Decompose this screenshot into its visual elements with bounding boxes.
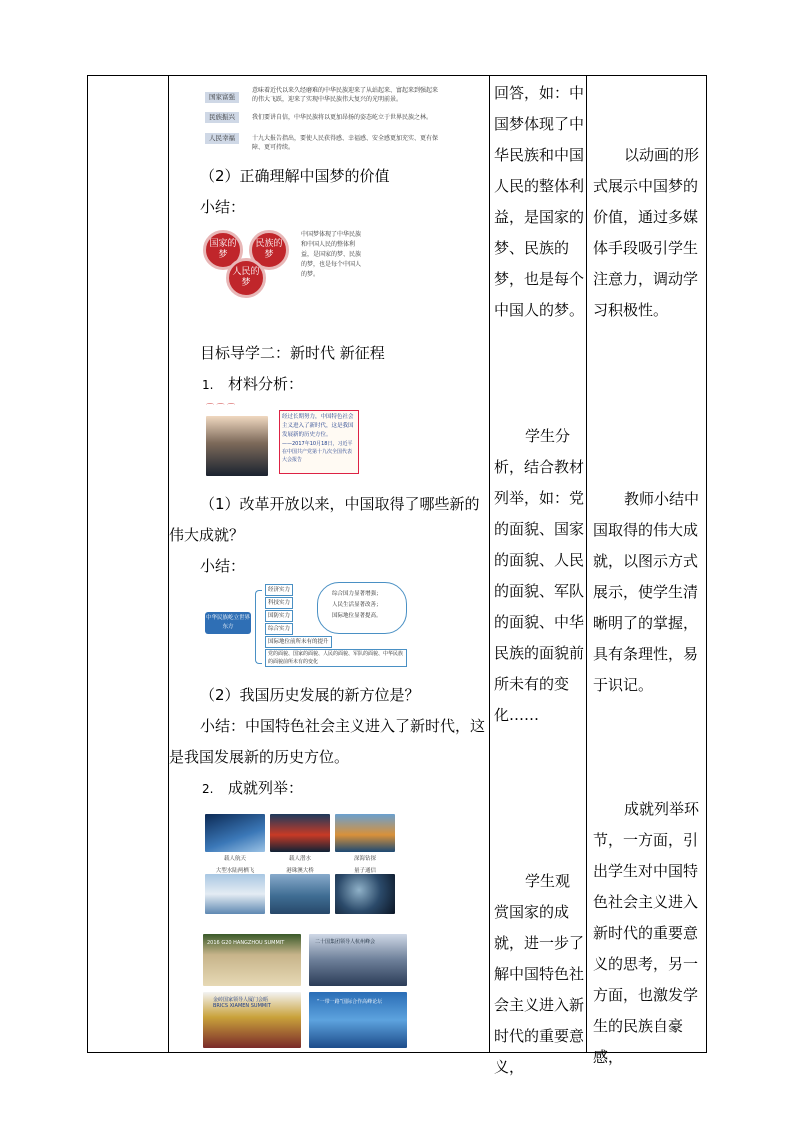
diagram-cloud: [317, 582, 407, 634]
summit-label: BRICS XIAMEN SUMMIT: [213, 1003, 271, 1009]
student-answer-bottom: 学生观赏国家的成就，进一步了解中国特色社会主义进入新时代的重要意义，: [494, 872, 585, 1076]
summit-label: 二十国集团领导人杭州峰会: [315, 939, 376, 945]
photo-submersible: [270, 814, 330, 852]
photo-caption: 载人潜水: [288, 856, 311, 862]
lesson-table: [87, 75, 707, 1076]
summit-label: “一带一路”国际合作高峰论坛: [317, 999, 383, 1005]
dream-circles-figure: [203, 226, 363, 298]
diagram-branch: 国防实力: [265, 610, 293, 622]
tag-minzu: 民族振兴: [205, 112, 239, 123]
tag-renmin: 人民幸福: [205, 133, 239, 144]
design-column: [587, 76, 707, 1066]
student-answer-mid: 学生分析，结合教材列举，如：党的面貌、国家的面貌、人民的面貌、军队的面貌、中华民族的面貌前所未有的变化……: [494, 427, 585, 724]
circle-nation: 民族的梦: [249, 230, 289, 270]
item-number: 1.: [202, 378, 214, 392]
summary-label: 小结：: [200, 557, 246, 575]
design-note-mid: 教师小结中国取得的伟大成就，以图示方式展示，使学生清晰明了的掌握，具有条理性，易于识记。: [593, 490, 700, 694]
summit-label: 2016 G20 HANGZHOU SUMMIT: [207, 940, 285, 946]
photo-drilling: [335, 814, 395, 852]
cloud-line: 综合国力显著增强；: [332, 591, 382, 597]
item-number: 2.: [202, 782, 214, 796]
photo-space: [205, 814, 265, 852]
question-2: （2）我国历史发展的新方位是？: [200, 686, 420, 704]
student-answer-top: 回答，如：中国梦体现了中华民族和中国人民的整体利益，是国家的梦、民族的梦，也是每个中国人的梦。: [494, 84, 585, 319]
cloud-line: 国际地位显著提高。: [332, 613, 382, 619]
photo-bridge: [270, 874, 330, 914]
photo-g20-group: [309, 934, 407, 986]
question-1: （1）改革开放以来，中国取得了哪些新的伟大成就？: [169, 495, 480, 544]
summit-label: 金砖国家领导人厦门会晤: [213, 997, 269, 1003]
diagram-root: 中华民族屹立世界东方: [205, 612, 251, 634]
quote-text: 经过长期努力，中国特色社会主义进入了新时代，这是我国发展新的历史方位。: [282, 414, 354, 438]
item-label: 成就列举：: [228, 779, 304, 797]
photo-caption: 港珠澳大桥: [286, 868, 314, 874]
photo-brics: [203, 992, 301, 1048]
circle-country: 国家的梦: [203, 230, 243, 270]
photo-seaplane: [205, 874, 265, 914]
section-title: （2）正确理解中国梦的价值: [200, 167, 390, 185]
item-heading: [202, 773, 487, 805]
diagram-branch: 党的面貌、国家的面貌、人民的面貌、军队的面貌、中华民族的面貌前所未有的变化: [265, 649, 407, 667]
design-note-top: 以动画的形式展示中国梦的价值，通过多媒体手段吸引学生注意力，调动学习积极性。: [593, 146, 700, 319]
aspect-text: 十九大报告指出，要使人民获得感、幸福感、安全感更加充实、更有保障、更可持续。: [252, 135, 439, 151]
item-heading: [202, 369, 487, 401]
student-column: [490, 76, 586, 1076]
achievement-photos: [205, 814, 395, 924]
quote-source: ——2017年10月18日，习近平在中国共产党第十九次全国代表大会报告: [282, 441, 353, 463]
design-note-bottom: 成就列举环节，一方面，引出学生对中国特色社会主义进入新时代的重要意义的思考，另一方面，也激发学生的民族自豪感，: [593, 800, 700, 1066]
item-label: 材料分析：: [228, 375, 304, 393]
summary-label: 小结：: [200, 198, 246, 216]
diagram-branch: 综合实力: [265, 623, 293, 635]
diagram-branch: 国际地位前所未有的提升: [265, 636, 332, 648]
photo-quantum: [335, 874, 395, 914]
photo-belt-road: [309, 992, 407, 1048]
photo-caption: 载人航天: [223, 856, 246, 862]
diagram-branch: 科技实力: [265, 597, 293, 609]
diagram-branch: 经济实力: [265, 584, 293, 596]
dream-explanation: 中国梦体现了中华民族和中国人民的整体利益，是国家的梦、民族的梦，也是每个中国人的梦。: [301, 231, 362, 278]
circle-people: 人民的梦: [226, 258, 266, 298]
diagram-bracket: [255, 590, 262, 664]
speech-photo: [206, 416, 268, 476]
aspect-text: 我们要讲自信，中华民族将以更加昂扬的姿态屹立于世界民族之林。: [252, 114, 433, 121]
quote-box: [279, 410, 359, 474]
photo-caption: 大型水陆两栖飞: [215, 868, 255, 874]
tag-guojia: 国家富强: [205, 92, 239, 103]
speech-figure: [206, 402, 361, 479]
summary-3: 小结：中国特色社会主义进入了新时代，这是我国发展新的历史方位。: [169, 717, 486, 766]
content-column: [169, 76, 489, 1052]
achievement-diagram: [205, 584, 405, 672]
aspect-text: 意味着近代以来久经磨难的中华民族迎来了从站起来、富起来到强起来的伟大飞跃，迎来了实现中华民族伟大复兴的光明前景。: [252, 87, 439, 103]
photo-caption: 深海钻探: [353, 856, 376, 862]
photo-g20: [203, 934, 301, 986]
summit-photos: [203, 934, 409, 1048]
cloud-line: 人民生活显著改善；: [332, 602, 382, 608]
goal-title: 目标导学二：新时代 新征程: [200, 344, 385, 362]
photo-caption: 量子通信: [353, 868, 376, 874]
dream-aspects-figure: [205, 82, 445, 152]
birds-icon: ⌒ ⌒ ⌒: [206, 403, 236, 412]
